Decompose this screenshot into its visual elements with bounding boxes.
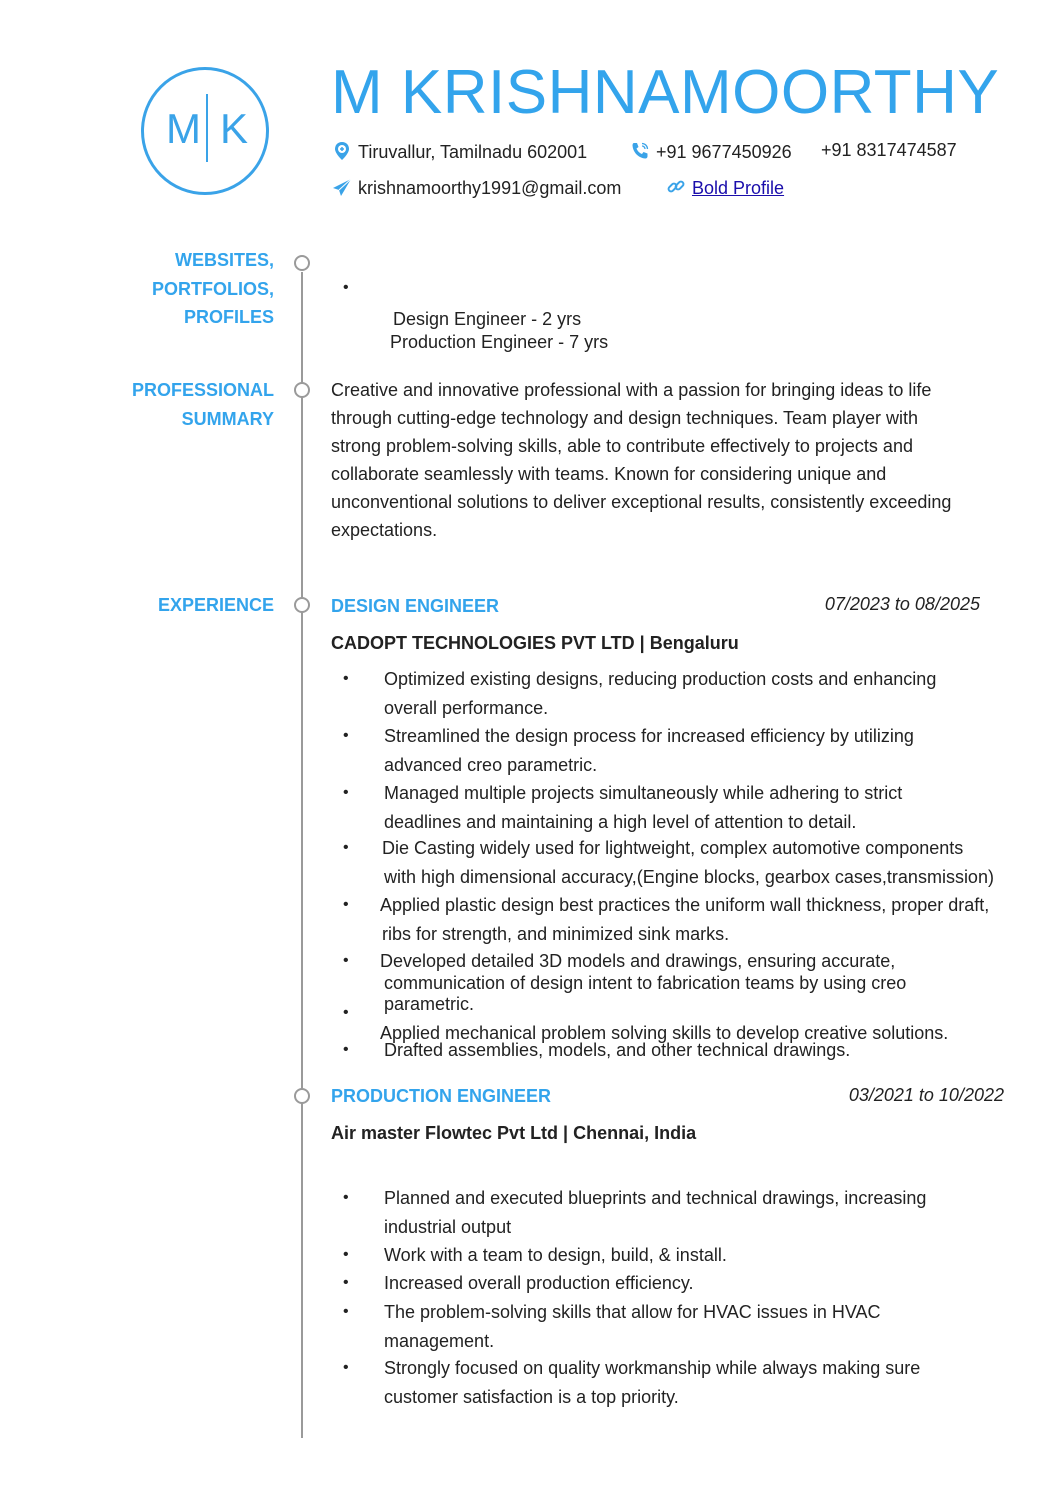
bullet-text-line: communication of design intent to fabrication teams by using creo <box>384 972 907 993</box>
job-title-production-engineer: PRODUCTION ENGINEER <box>331 1086 552 1106</box>
timeline-node-production <box>294 1088 310 1104</box>
bullet-dot: • <box>343 670 349 687</box>
bullet-text-line: industrial output <box>384 1216 512 1237</box>
profile-link-text[interactable]: Bold Profile <box>692 178 785 198</box>
bullet-dot: • <box>343 1303 349 1320</box>
bullet-text-line: management. <box>384 1330 495 1351</box>
section-label-summary <box>132 376 274 433</box>
bullet-text-line: Streamlined the design process for increased efficiency by utilizing <box>384 726 914 746</box>
email-text: krishnamoorthy1991@gmail.com <box>358 178 622 198</box>
bullet-dot: • <box>343 1041 349 1058</box>
experience-years-design: Design Engineer - 2 yrs <box>393 309 582 329</box>
summary-line: expectations. <box>331 520 438 540</box>
bullet-dot: • <box>343 1246 349 1263</box>
bullet-text-line: ribs for strength, and minimized sink marks. <box>382 923 730 944</box>
monogram-initial-right: K <box>220 105 249 152</box>
company-cadopt: CADOPT TECHNOLOGIES PVT LTD | Bengaluru <box>331 633 739 653</box>
label-line: SUMMARY <box>181 408 274 429</box>
section-label-websites <box>152 246 274 332</box>
bullet-dot: • <box>343 1359 349 1376</box>
location-pin-icon <box>332 141 352 161</box>
job-title-design-engineer: DESIGN ENGINEER <box>331 596 500 616</box>
bullet-dot: • <box>343 1189 349 1206</box>
bullet-text-line: overall performance. <box>384 697 549 718</box>
monogram-divider <box>206 94 208 162</box>
bullet-text-line: Developed detailed 3D models and drawings, ensuring accurate, <box>380 951 896 971</box>
timeline-node-experience <box>294 597 310 613</box>
bullet-text-line: Applied plastic design best practices the uniform wall thickness, proper draft, <box>380 895 990 915</box>
label-line: PROFILES <box>183 307 274 327</box>
bullet-text-line: Die Casting widely used for lightweight, complex automotive components <box>382 838 964 858</box>
summary-line: unconventional solutions to deliver exceptional results, consistently exceeding <box>331 492 952 512</box>
location-text: Tiruvallur, Tamilnadu 602001 <box>358 142 588 162</box>
phone-icon <box>630 141 650 161</box>
bullet-text-line: customer satisfaction is a top priority. <box>384 1386 679 1407</box>
bullet-text-line: Planned and executed blueprints and technical drawings, increasing <box>384 1188 927 1208</box>
email <box>332 177 621 197</box>
bullet-text-line: Optimized existing designs, reducing production costs and enhancing <box>384 669 937 689</box>
bullet-dot: • <box>343 784 349 801</box>
monogram-initial-left: M <box>166 105 201 152</box>
job-dates-production-engineer: 03/2021 to 10/2022 <box>848 1085 1004 1105</box>
bullet-text-line: Work with a team to design, build, & install. <box>384 1245 727 1265</box>
section-label-experience: EXPERIENCE <box>157 595 274 615</box>
company-airmaster: Air master Flowtec Pvt Ltd | Chennai, India <box>331 1123 697 1143</box>
websites-experience-lines <box>390 308 609 354</box>
bullet-dot: • <box>343 1004 349 1021</box>
bullet-text-line: Drafted assemblies, models, and other technical drawings. <box>384 1040 851 1060</box>
bullet-dot: • <box>343 727 349 744</box>
job-dates-design-engineer: 07/2023 to 08/2025 <box>824 594 980 614</box>
label-line: PROFESSIONAL <box>131 380 274 400</box>
phone-primary-text: +91 9677450926 <box>656 142 792 162</box>
bullet-dot: • <box>343 1274 349 1291</box>
link-icon <box>666 177 686 197</box>
bullet-text-line: Strongly focused on quality workmanship while always making sure <box>384 1358 921 1378</box>
websites-bullet: • <box>343 279 349 296</box>
timeline-node-websites <box>294 255 310 271</box>
monogram-logo <box>141 67 269 195</box>
bullet-dot: • <box>343 839 349 856</box>
summary-line: Creative and innovative professional with a passion for bringing ideas to life <box>331 380 932 400</box>
bullet-text-line: with high dimensional accuracy,(Engine blocks, gearbox cases,transmission) <box>384 866 994 887</box>
summary-text <box>331 376 951 544</box>
summary-line: strong problem-solving skills, able to contribute effectively to projects and <box>331 436 913 456</box>
candidate-name: M KRISHNAMOORTHY <box>331 58 1000 127</box>
summary-line: through cutting-edge technology and design techniques. Team player with <box>331 408 919 428</box>
bullet-text-line: Managed multiple projects simultaneously while adhering to strict <box>384 783 903 803</box>
phone-primary <box>630 141 792 161</box>
location <box>332 141 587 161</box>
experience-years-production: Production Engineer - 7 yrs <box>390 332 609 352</box>
profile-link[interactable] <box>666 177 784 197</box>
timeline-line <box>301 272 303 1438</box>
bullet-text-line: deadlines and maintaining a high level of attention to detail. <box>384 811 857 832</box>
bullet-text-line: advanced creo parametric. <box>384 754 598 775</box>
phone-secondary: +91 8317474587 <box>821 140 957 160</box>
bullet-dot: • <box>343 896 349 913</box>
summary-line: collaborate seamlessly with teams. Known for considering unique and <box>331 464 887 484</box>
bullet-text-line: The problem-solving skills that allow for HVAC issues in HVAC <box>384 1302 881 1322</box>
bullet-text-line: Applied mechanical problem solving skills to develop creative solutions. <box>380 1023 949 1043</box>
label-line: WEBSITES, <box>174 250 274 270</box>
bullet-text-line: Increased overall production efficiency. <box>384 1273 694 1293</box>
label-line: PORTFOLIOS, <box>151 278 274 299</box>
send-icon <box>332 177 352 197</box>
bullet-dot: • <box>343 952 349 969</box>
timeline-node-summary <box>294 382 310 398</box>
bullet-text-line: parametric. <box>384 994 475 1014</box>
